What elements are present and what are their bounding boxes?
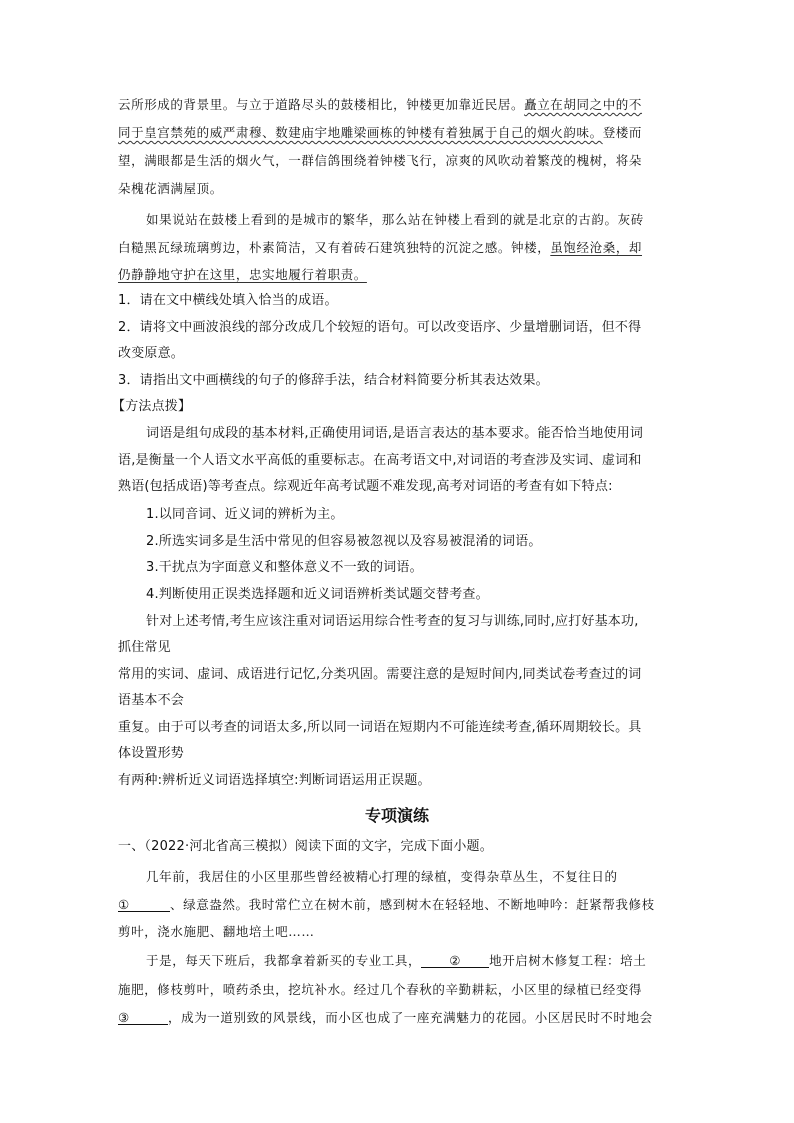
- question-2: 2．请将文中画波浪线的部分改成几个较短的语句。可以改变语序、少量增删词语，但不得: [118, 320, 642, 335]
- exercise-line-5: 施肥，修枝剪叶，喷药杀虫，挖坑补水。经过几个春秋的辛勤耕耘，小区里的绿植已经变得: [118, 982, 643, 997]
- passage-line-2: [118, 124, 678, 142]
- method-point-2: 2.所选实词多是生活中常见的但容易被忽视以及容易被混淆的词语。: [146, 534, 542, 549]
- method-p1-line-2: 语,是衡量一个人语文水平高低的重要标志。在高考语文中,对词语的考查涉及实词、虚词和: [118, 453, 642, 468]
- exercise-line-2: [118, 896, 678, 914]
- passage-text: 白糙黑瓦绿琉璃剪边，朴素简洁，又有着砖石建筑独特的沉淀之感。钟楼，: [118, 240, 551, 255]
- method-title: 【方法点拨】: [112, 399, 192, 414]
- exercise-line-4: [146, 952, 706, 970]
- passage-line-1: [118, 96, 678, 114]
- method-p1-line-1: 词语是组句成段的基本材料,正确使用词语,是语言表达的基本要求。能否恰当地使用词: [146, 426, 644, 441]
- method-p2-line-7: 有两种:辨析近义词语选择填空:判断词语运用正误题。: [118, 773, 431, 788]
- blank-3[interactable]: ③: [118, 1009, 168, 1025]
- passage-text: 云所形成的背景里。与立于道路尽头的鼓楼相比，钟楼更加靠近民居。: [118, 97, 525, 112]
- method-p2-line-3: 常用的实词、虚词、成语进行记忆,分类巩固。需要注意的是短时间内,同类试卷考查过的词: [118, 667, 642, 682]
- method-p2-line-6: 体设置形势: [118, 746, 185, 761]
- underlined-text: 仍静静地守护在这里，忠实地履行着职责。: [118, 267, 367, 282]
- method-p2-line-4: 语基本不会: [118, 693, 185, 708]
- passage-text: 登楼而: [602, 125, 643, 140]
- method-p2-line-2: 抓住常见: [118, 640, 171, 655]
- method-point-3: 3.干扰点为字面意义和整体意义不一致的词语。: [146, 560, 423, 575]
- blank-1[interactable]: ①: [118, 896, 170, 912]
- method-p2-line-5: 重复。由于可以考查的词语太多,所以同一词语在短期内不可能连续考查,循环周期较长。具: [118, 720, 642, 735]
- method-p1-line-3: 熟语(包括成语)等考查点。综观近年高考试题不难发现,高考对词语的考查有如下特点:: [118, 479, 613, 494]
- passage-text: ，成为一道别致的风景线，而小区也成了一座充满魅力的花园。小区居民时不时地会: [168, 1010, 653, 1025]
- exercise-intro: 一、（2022·河北省高三模拟）阅读下面的文字，完成下面小题。: [118, 839, 493, 854]
- wavy-underlined-text: 矗立在胡同之中的不: [524, 97, 643, 112]
- exercise-line-6: [118, 1009, 678, 1027]
- exercise-line-1: 几年前，我居住的小区里那些曾经被精心打理的绿植，变得杂草丛生，不复往日的: [146, 869, 618, 884]
- question-3: 3．请指出文中画横线的句子的修辞手法，结合材料简要分析其表达效果。: [118, 373, 549, 388]
- method-point-1: 1.以同音词、近义词的辨析为主。: [146, 507, 344, 522]
- passage-text: 地开启树木修复工程：培土: [489, 953, 647, 968]
- passage-line-3: 望，满眼都是生活的烟火气，一群信鸽围绕着钟楼飞行，凉爽的风吹动着繁茂的槐树，将朵: [118, 153, 643, 168]
- question-1: 1．请在文中横线处填入恰当的成语。: [118, 293, 338, 308]
- passage-line-4: 朵槐花洒满屋顶。: [118, 181, 223, 196]
- method-p2-line-1: 针对上述考情,考生应该注重对词语运用综合性考查的复习与训练,同时,应打好基本功,: [146, 614, 639, 629]
- passage-line-5: 如果说站在鼓楼上看到的是城市的繁华，那么站在钟楼上看到的就是北京的古韵。灰砖: [146, 212, 644, 227]
- wavy-underlined-text: 同于皇宫禁苑的威严肃穆、数建庙宇地雕梁画栋的钟楼有着独属于自己的烟火韵味。: [118, 125, 603, 140]
- passage-line-7: [118, 266, 678, 284]
- passage-text: 于是，每天下班后，我都拿着新买的专业工具，: [146, 953, 422, 968]
- method-point-4: 4.判断使用正误类选择题和近义词语辨析类试题交替考查。: [146, 587, 489, 602]
- section-title: 专项演练: [364, 806, 429, 825]
- passage-line-6: [118, 239, 678, 257]
- passage-text: 、绿意盎然。我时常伫立在树木前，感到树木在轻轻地、不断地呻吟：赶紧帮我修枝: [170, 897, 655, 912]
- blank-2[interactable]: ②: [421, 952, 489, 968]
- exercise-line-3: 剪叶，浇水施肥、翻地培土吧……: [118, 924, 315, 939]
- underlined-text: 虽饱经沧桑，却: [550, 240, 643, 255]
- question-2-cont: 改变原意。: [118, 346, 185, 361]
